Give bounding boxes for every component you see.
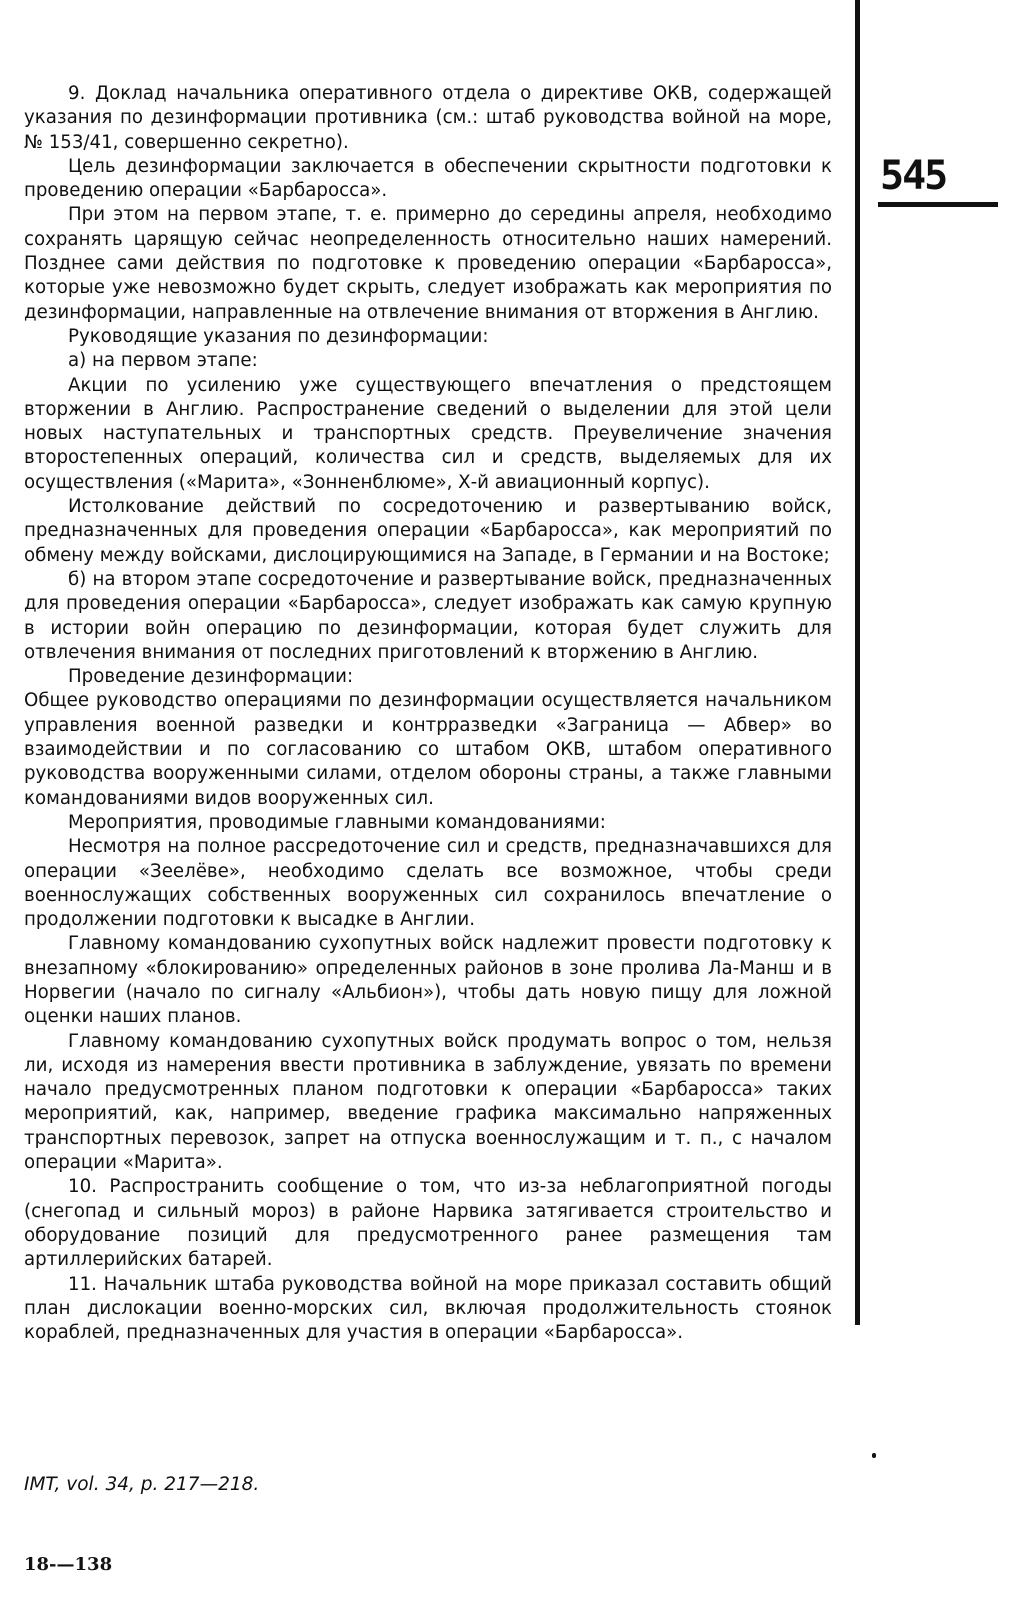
paragraph: Общее руководство операциями по дезинформации осуществляется начальником управления военной разведки и контрразведки «Заграница — Абвер» во взаимодействии и по согласованию со штабом ОКВ, штабом оперативного руководства вооруженными силами, отделом обороны страны, а также главными командованиями видов вооруженных сил. <box>24 690 832 809</box>
paragraph: Акции по усилению уже существующего впечатления о предстоящем вторжении в Англию. Распространение сведений о выделении для этой цели новых наступательных и транспортных средств. Преувеличение значения второстепенных операций, количества сил и средств, выделяемых для их осуществления («Марита», «Зонненблюме», Х-й авиационный корпус). <box>24 374 832 493</box>
paragraph: б) на втором этапе сосредоточение и развертывание войск, предназначенных для проведения операции «Барбаросса», следует изображать как самую крупную в истории войн операцию по дезинформации, которая будет служить для отвлечения внимания от последних приготовлений к вторжению в Англию. <box>24 568 832 663</box>
margin-rule <box>855 0 860 1325</box>
paragraph: Несмотря на полное рассредоточение сил и средств, предназначавшихся для операции «Зеелёве», необходимо сделать все возможное, чтобы среди военнослужащих собственных вооруженных сил сохранилось впечатление о продолжении подготовки к высадке в Англии. <box>24 836 832 931</box>
paragraph: 10. Распространить сообщение о том, что из-за неблагоприятной погоды (снегопад и сильный мороз) в районе Нарвика затягивается строительство и оборудование позиций для предусмотренного ранее размещения там артиллерийских батарей. <box>24 1176 832 1271</box>
paragraph: 11. Начальник штаба руководства войной на море приказал составить общий план дислокации военно-морских сил, включая продолжительность стоянок кораблей, предназначенных для участия в операции «Барбаросса». <box>24 1273 832 1344</box>
margin-mark <box>872 1453 876 1458</box>
paragraph: Главному командованию сухопутных войск надлежит провести подготовку к внезапному «блокированию» определенных районов в зоне пролива Ла-Манш и в Норвегии (начало по сигналу «Альбион»), чтобы дать новую пищу для ложной оценки наших планов. <box>24 933 832 1028</box>
paragraph: Главному командованию сухопутных войск продумать вопрос о том, нельзя ли, исходя из намерения ввести противника в заблуждение, увязать по времени начало предусмотренных планом подготовки к операции «Барбаросса» таких мероприятий, как, например, введение графика максимально напряженных транспортных перевозок, запрет на отпуска военнослужащим и т. п., с началом операции «Марита». <box>24 1030 832 1174</box>
source-citation: IMT, vol. 34, p. 217—218. <box>24 1474 260 1495</box>
page-number-underline <box>878 202 998 207</box>
paragraph: а) на первом этапе: <box>68 350 258 372</box>
paragraph: Цель дезинформации заключается в обеспечении скрытности подготовки к проведению операции «Барбаросса». <box>24 155 832 202</box>
paragraph: Руководящие указания по дезинформации: <box>68 325 489 347</box>
paragraph: Истолкование действий по сосредоточению и развертыванию войск, предназначенных для проведения операции «Барбаросса», как мероприятий по обмену между войсками, дислоцирующимися на Западе, в Германии и на Востоке; <box>24 496 832 566</box>
paragraph: 9. Доклад начальника оперативного отдела о директиве ОКВ, содержащей указания по дезинформации противника (см.: штаб руководства войной на море, № 153/41, совершенно секретно). <box>24 83 832 153</box>
paragraph: Проведение дезинформации: <box>68 666 354 688</box>
printer-signature: 18-—138 <box>24 1554 113 1575</box>
paragraph: При этом на первом этапе, т. е. примерно до середины апреля, необходимо сохранять царящую сейчас неопределенность относительно наших намерений. Позднее сами действия по подготовке к проведению операции «Барбаросса», которые уже невозможно будет скрыть, следует изображать как мероприятия по дезинформации, направленные на отвлечение внимания от вторжения в Англию. <box>24 204 832 323</box>
paragraph: Мероприятия, проводимые главными командованиями: <box>68 811 606 833</box>
body-text <box>24 82 832 1345</box>
page-number: 545 <box>880 153 947 199</box>
